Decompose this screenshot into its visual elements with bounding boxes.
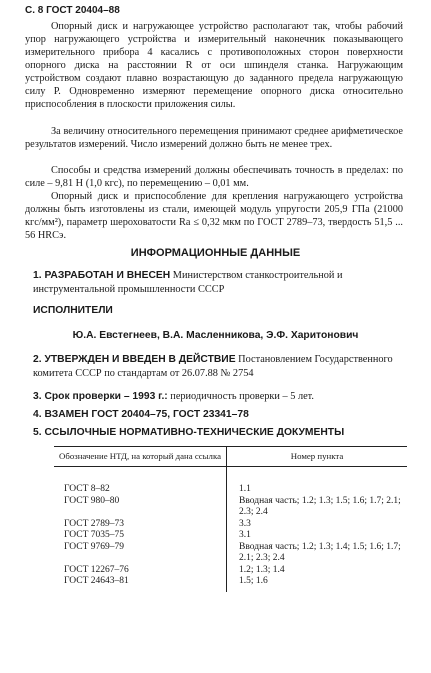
page-header: С. 8 ГОСТ 20404–88 — [25, 5, 120, 16]
info-item-5: 5. ССЫЛОЧНЫЕ НОРМАТИВНО-ТЕХНИЧЕСКИЕ ДОКУМЕНТЫ — [33, 427, 345, 438]
document-cell: ГОСТ 8–82 — [54, 467, 227, 496]
table-row — [54, 519, 407, 531]
authors-line: Ю.А. Евстегнеев, В.А. Масленникова, Э.Ф. Харитонович — [72, 330, 359, 341]
item-lead: 2. УТВЕРЖДЕН И ВВЕДЕН В ДЕЙСТВИЕ — [33, 354, 236, 365]
clause-cell: 1.2; 1.3; 1.4 — [239, 564, 285, 575]
paragraph-text: Опорный диск и приспособление для крепления нагружающего устройства должны быть изготовлены из стали, имеющей модуль упругости 205,9 ГПа (21000 кгс/мм²), параметр шероховатости Ra ≤ 0,32 мкм по ГОСТ 2789–73, твердость 51,5 ... 56 HRCэ. — [25, 191, 403, 241]
document-cell: ГОСТ 2789–73 — [54, 519, 227, 531]
table-row — [54, 467, 407, 496]
paragraph-average — [25, 125, 403, 151]
info-item-4: 4. ВЗАМЕН ГОСТ 20404–75, ГОСТ 23341–78 — [33, 409, 249, 420]
item-text: Постановлением Государственного комитета СССР по стандартам от 26.07.88 № 2754 — [33, 354, 393, 379]
references-table — [54, 446, 407, 592]
executors-title: ИСПОЛНИТЕЛИ — [33, 305, 113, 316]
paragraph-materials — [25, 190, 403, 242]
document-cell: ГОСТ 12267–76 — [54, 565, 227, 577]
clause-cell: Вводная часть; 1.2; 1.3; 1.4; 1.5; 1.6; 1.7; 2.1; 2.3; 2.4 — [239, 541, 401, 563]
item-text: периодичность проверки – 5 лет. — [167, 391, 314, 402]
table-row — [54, 565, 407, 577]
table-row — [54, 496, 407, 519]
clause-cell: 1.1 — [239, 484, 251, 494]
paragraph-accuracy — [25, 164, 403, 190]
clause-cell: 3.1 — [239, 530, 251, 540]
item-lead: 3. Срок проверки – 1993 г.: — [33, 391, 168, 402]
info-item-2 — [33, 353, 405, 381]
table-row — [54, 542, 407, 565]
clause-cell: 1.5; 1.6 — [239, 576, 268, 586]
paragraph-text: За величину относительного перемещения принимают среднее арифметическое результатов измерений. Число измерений должно быть не менее трех. — [25, 126, 403, 150]
document-cell: ГОСТ 24643–81 — [54, 576, 227, 592]
column-header-clause: Номер пункта — [227, 447, 408, 467]
paragraph-setup — [25, 20, 403, 111]
table-row — [54, 530, 407, 542]
clause-cell: 3.3 — [239, 518, 251, 529]
item-text: Министерством станкостроительной и инструментальной промышленности СССР — [33, 270, 343, 295]
table-row — [54, 576, 407, 592]
info-data-title: ИНФОРМАЦИОННЫЕ ДАННЫЕ — [130, 247, 301, 259]
info-item-3 — [33, 390, 405, 404]
document-cell: ГОСТ 9769–79 — [54, 542, 227, 565]
paragraph-text: Способы и средства измерений должны обеспечивать точность в пределах: по силе – 9,81 Н (1,0 кгс), по перемещению – 0,01 мм. — [25, 165, 403, 189]
item-lead: 1. РАЗРАБОТАН И ВНЕСЕН — [33, 270, 171, 281]
paragraph-text: Опорный диск и нагружающее устройство располагают так, чтобы рабочий упор нагружающего устройства и измерительный наконечник показывающего измерительного прибора 4 касались с противоположных сторон поверхности опорного диска на расстоянии R от оси шпинделя станка. Нагружающим устройством создают плавно возрастающую до заданного предела нагружающую силу P. Одновременно измеряют перемещение опорного диска относительно приспособления в плоскости приложения силы. — [25, 21, 403, 110]
document-cell: ГОСТ 980–80 — [54, 496, 227, 519]
table-header-row — [54, 447, 407, 467]
clause-cell: Вводная часть; 1.2; 1.3; 1.5; 1.6; 1.7; 2.1; 2.3; 2.4 — [239, 495, 401, 517]
document-cell: ГОСТ 7035–75 — [54, 530, 227, 542]
column-header-document: Обозначение НТД, на который дана ссылка — [54, 447, 227, 467]
info-item-1 — [33, 269, 405, 297]
